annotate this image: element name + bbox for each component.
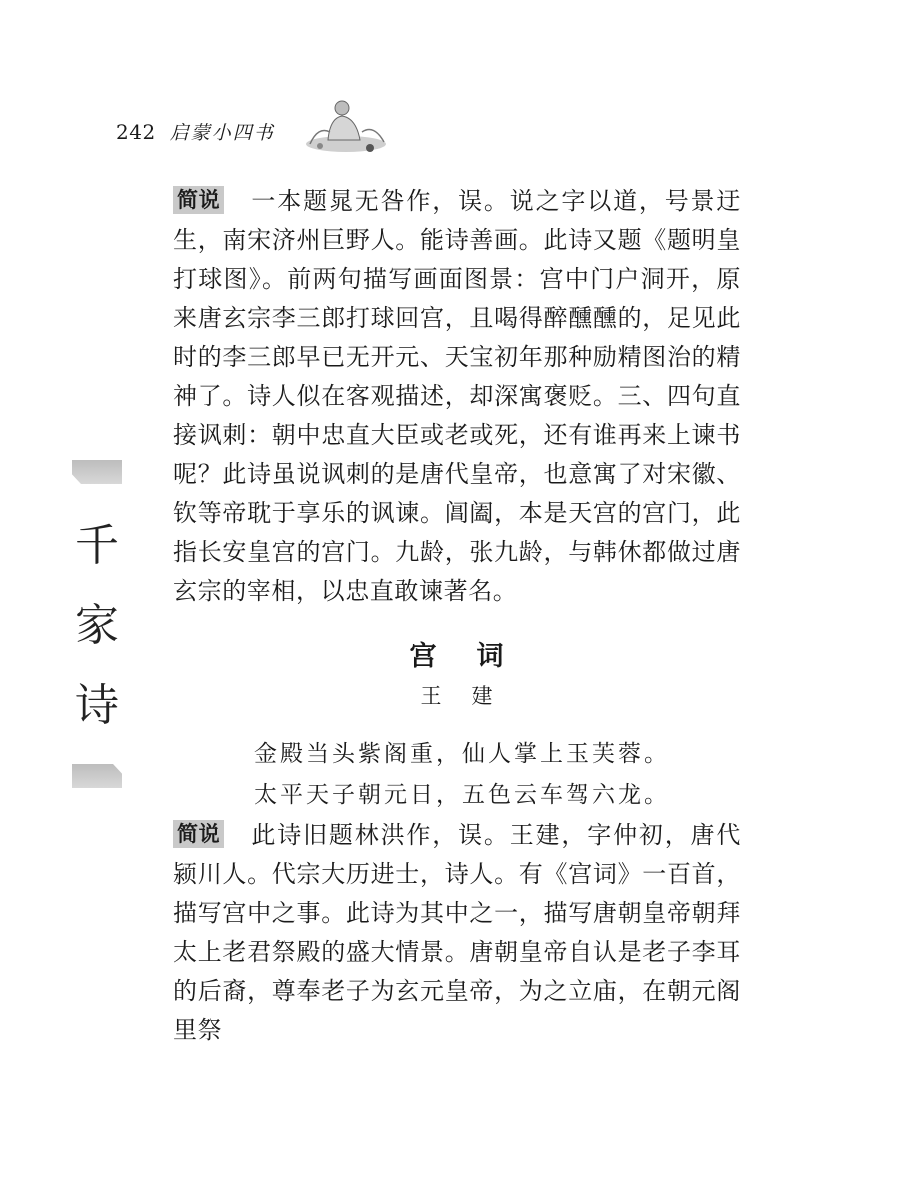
side-tab (72, 460, 122, 788)
poem-line: 金殿当头紫阁重，仙人掌上玉芙蓉。 (254, 741, 670, 767)
side-tab-bottom-bar (72, 764, 122, 788)
poem-title-text: 宫词 (409, 641, 544, 672)
commentary-paragraph (173, 182, 741, 611)
side-tab-top-bar (72, 460, 122, 484)
page-number: 242 (116, 119, 156, 144)
commentary-text: 此诗旧题林洪作，误。王建，字仲初，唐代颍川人。代宗大历进士，诗人。有《宫词》一百首，描写宫中之事。此诗为其中之一，描写唐朝皇帝朝拜太上老君祭殿的盛大情景。唐朝皇帝自认是老子李耳的后裔，尊奉老子为玄元皇帝，为之立庙，在朝元阁里祭 (173, 821, 741, 1044)
poem-title (0, 634, 913, 673)
commentary-label: 简说 (173, 820, 224, 848)
commentary-paragraph (173, 816, 741, 1050)
page-header (116, 118, 275, 145)
commentary-text: 一本题晁无咎作，误。说之字以道，号景迂生，南宋济州巨野人。能诗善画。此诗又题《题明皇打球图》。前两句描写画面图景：宫中门户洞开，原来唐玄宗李三郎打球回宫，且喝得醉醺醺的，足见此时的李三郎早已无开元、天宝初年那种励精图治的精神了。诗人似在客观描述，却深寓褒贬。三、四句直接讽刺：朝中忠直大臣或老或死，还有谁再来上谏书呢？此诗虽说讽刺的是唐代皇帝，也意寓了对宋徽、钦等帝耽于享乐的讽谏。阊阖，本是天宫的宫门，此指长安皇宫的宫门。九龄，张九龄，与韩休都做过唐玄宗的宰相，以忠直敢谏著名。 (173, 187, 741, 605)
poem-author: 王建 (420, 684, 523, 708)
side-title-char: 家 (75, 600, 119, 651)
commentary-label: 简说 (173, 186, 224, 214)
side-title-char: 千 (75, 520, 119, 571)
header-illustration (300, 96, 392, 156)
poem-line: 太平天子朝元日，五色云车驾六龙。 (254, 782, 670, 808)
book-title: 启蒙小四书 (169, 122, 275, 144)
side-title-char: 诗 (75, 680, 119, 731)
side-title (72, 506, 122, 746)
